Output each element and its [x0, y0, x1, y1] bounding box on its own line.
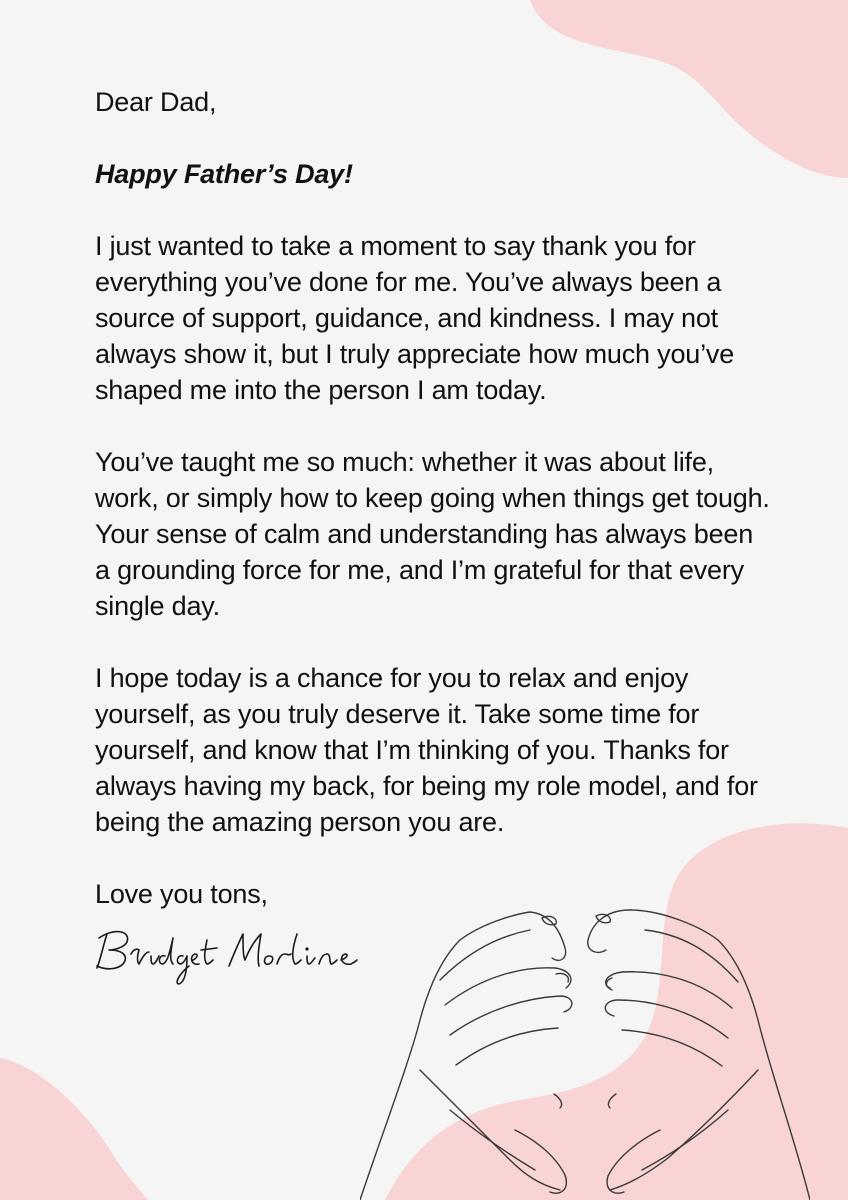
letter-body [95, 84, 775, 912]
headline: Happy Father’s Day! [95, 159, 353, 189]
heart-hands-icon [360, 900, 810, 1200]
signature [93, 920, 393, 990]
paragraph-3: I hope today is a chance for you to relax and enjoy yourself, as you truly deserve it. Take some time for yourself, and know that I’m thinking of you. Thanks for always having my back, for being my role model, and for being the amazing person you are. [95, 663, 758, 837]
paragraph-1: I just wanted to take a moment to say thank you for everything you’ve done for me. You’ve always been a source of support, guidance, and kindness. I may not always show it, but I truly appreciate how much you’ve shaped me into the person I am today. [95, 231, 735, 405]
closing: Love you tons, [95, 879, 268, 909]
greeting: Dear Dad, [95, 87, 217, 117]
paragraph-2: You’ve taught me so much: whether it was about life, work, or simply how to keep going when things get tough. Your sense of calm and understanding has always been a grounding force for me, and I’m grateful for that every single day. [95, 447, 770, 621]
bottom-left-blob [0, 1058, 148, 1200]
